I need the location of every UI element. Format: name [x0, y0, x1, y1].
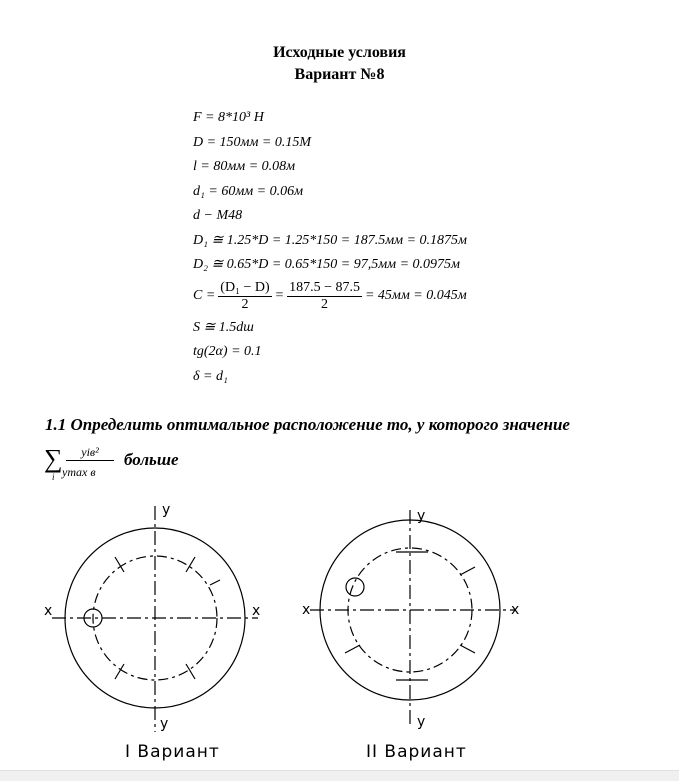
variant-1-x-label-left: x [44, 603, 53, 619]
variant-2-y-label-bottom: y [417, 714, 426, 730]
sum-word: больше [124, 450, 179, 469]
formula-c [193, 278, 467, 316]
variant-title: Вариант №8 [294, 66, 385, 83]
variant-1-x-label-right: x [252, 603, 261, 619]
formula-block [193, 106, 467, 389]
sum-index: i [52, 472, 55, 482]
formula-outer-diameter: D = 150мм = 0.15M [193, 134, 312, 150]
variant-2-tick [345, 645, 360, 653]
variant-2-diagram [310, 510, 516, 724]
formula-d1: D₁ ≅ 1.25*D = 1.25*150 = 187.5мм = 0.1875м [193, 232, 467, 248]
formula-c-lhs: C = [193, 288, 216, 304]
formula-c-fraction-1 [218, 280, 271, 313]
variant-1-y-label-top: y [162, 502, 171, 518]
variant-1-tick [210, 580, 220, 585]
variant-2-x-label-left: x [302, 602, 311, 618]
sum-symbol: ∑ [44, 444, 63, 473]
variant-1-diagram [52, 506, 261, 732]
variant-2-x-label-right: x [511, 602, 520, 618]
variant-1-y-label-bottom: y [160, 716, 169, 732]
formula-delta: δ = d₁ [193, 368, 228, 384]
task-heading: 1.1 Определить оптимальное расположение то, у которого значение [45, 415, 570, 434]
variant-2-y-label-top: y [417, 508, 426, 524]
formula-thread: d − M48 [193, 208, 243, 223]
formula-c-fraction-2 [287, 280, 362, 313]
sum-expression [44, 444, 244, 490]
formula-d2: D₂ ≅ 0.65*D = 0.65*150 = 97,5мм = 0.0975м [193, 257, 460, 272]
formula-c-equals: = [274, 288, 285, 304]
fraction-denominator: 2 [241, 297, 249, 312]
sum-denominator: ymax в [62, 465, 96, 479]
formula-bolt-diameter: d₁ = 60мм = 0.06м [193, 183, 304, 199]
variant-1-caption: I Вариант [125, 742, 220, 762]
bottom-scroll-bar[interactable] [0, 770, 679, 781]
variant-1-tick [186, 557, 195, 572]
variant-2-caption: II Вариант [366, 742, 467, 762]
page-title: Исходные условия [273, 44, 406, 61]
formula-force: F = 8*10³ H [193, 110, 264, 125]
formula-c-rhs: = 45мм = 0.045м [364, 288, 467, 304]
fraction-denominator: 2 [321, 297, 329, 312]
formula-tg: tg(2α) = 0.1 [193, 344, 262, 359]
variant-2-tick [460, 567, 475, 575]
formula-s: S ≅ 1.5dш [193, 319, 254, 335]
bolt-layout-diagrams [30, 500, 530, 740]
formula-length: l = 80мм = 0.08м [193, 159, 296, 174]
fraction-numerator: 187.5 − 87.5 [289, 280, 360, 295]
fraction-numerator: (D₁ − D) [220, 280, 270, 295]
sum-numerator: yiв² [66, 444, 114, 461]
variant-2-tick [460, 645, 475, 653]
